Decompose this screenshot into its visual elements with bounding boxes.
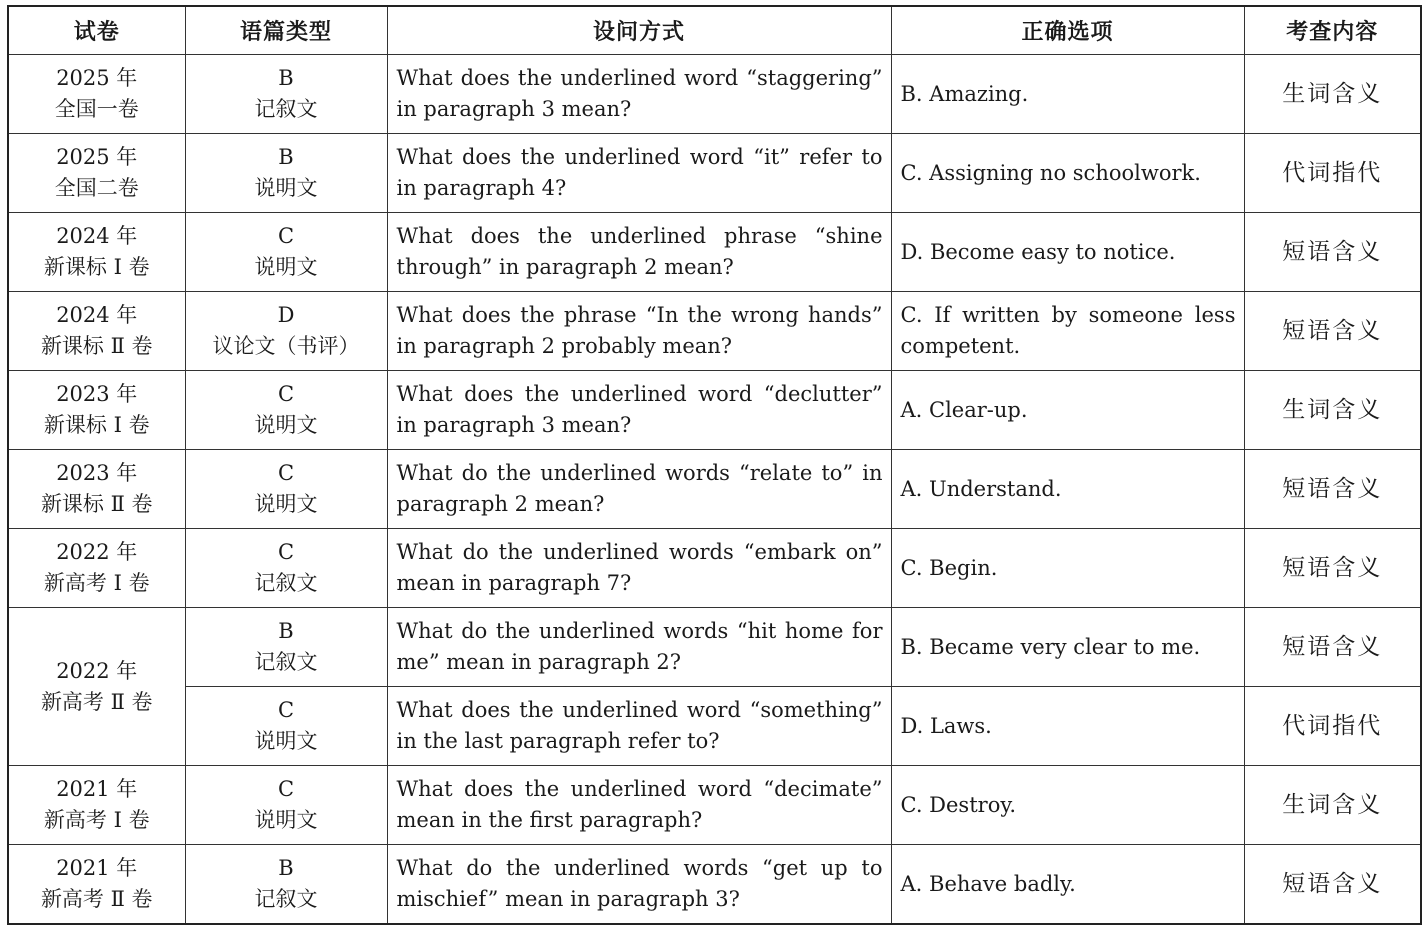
passage-letter: C — [277, 382, 295, 406]
table-row — [8, 845, 1421, 925]
table-row — [8, 55, 1421, 134]
passage-type: 议论文（书评） — [212, 334, 360, 358]
paper-year: 2023 年 — [56, 461, 138, 485]
passage-letter: C — [277, 224, 295, 248]
paper-name: 全国一卷 — [54, 97, 139, 121]
table-row — [8, 529, 1421, 608]
paper-cell — [8, 292, 185, 371]
passage-cell — [185, 529, 387, 608]
question-cell: What do the underlined words “hit home for me” mean in paragraph 2? — [387, 608, 891, 687]
paper-cell — [8, 213, 185, 292]
topic-cell: 代词指代 — [1244, 134, 1421, 213]
answer-cell: A. Behave badly. — [891, 845, 1244, 925]
paper-cell — [8, 766, 185, 845]
topic-cell: 生词含义 — [1244, 766, 1421, 845]
table-row — [8, 608, 1421, 687]
table-header-row — [8, 6, 1421, 55]
passage-cell — [185, 687, 387, 766]
question-cell: What does the phrase “In the wrong hands” in paragraph 2 probably mean? — [387, 292, 891, 371]
header-tested-content: 考查内容 — [1244, 6, 1421, 55]
passage-type: 说明文 — [254, 255, 318, 279]
header-correct-option: 正确选项 — [891, 6, 1244, 55]
answer-cell: C. Assigning no schoolwork. — [891, 134, 1244, 213]
answer-cell: B. Amazing. — [891, 55, 1244, 134]
topic-cell: 短语含义 — [1244, 608, 1421, 687]
answer-cell: B. Became very clear to me. — [891, 608, 1244, 687]
paper-name: 新高考 Ⅱ 卷 — [40, 887, 153, 911]
paper-cell — [8, 55, 185, 134]
topic-cell: 短语含义 — [1244, 292, 1421, 371]
question-cell: What does the underlined word “decimate” mean in the first paragraph? — [387, 766, 891, 845]
table-row — [8, 213, 1421, 292]
paper-name: 全国二卷 — [54, 176, 139, 200]
paper-cell — [8, 845, 185, 925]
paper-name: 新高考 I 卷 — [43, 571, 150, 595]
paper-name: 新课标 Ⅱ 卷 — [40, 334, 153, 358]
table-row — [8, 371, 1421, 450]
paper-year: 2024 年 — [56, 303, 138, 327]
table-row — [8, 292, 1421, 371]
answer-cell: D. Laws. — [891, 687, 1244, 766]
passage-cell — [185, 845, 387, 925]
table-row — [8, 450, 1421, 529]
passage-letter: C — [277, 698, 295, 722]
paper-name: 新课标 I 卷 — [43, 413, 150, 437]
paper-year: 2021 年 — [56, 856, 138, 880]
passage-letter: C — [277, 777, 295, 801]
passage-cell — [185, 450, 387, 529]
paper-name: 新高考 Ⅱ 卷 — [40, 689, 153, 714]
passage-letter: C — [277, 540, 295, 564]
passage-cell — [185, 371, 387, 450]
paper-cell — [8, 371, 185, 450]
passage-letter: B — [278, 145, 294, 169]
passage-type: 说明文 — [254, 176, 318, 200]
question-cell: What does the underlined word “declutter” in paragraph 3 mean? — [387, 371, 891, 450]
passage-cell — [185, 292, 387, 371]
answer-cell: C. If written by someone less competent. — [891, 292, 1244, 371]
passage-letter: C — [277, 461, 295, 485]
paper-year: 2021 年 — [56, 777, 138, 801]
paper-cell — [8, 450, 185, 529]
header-question-style: 设问方式 — [387, 6, 891, 55]
topic-cell: 短语含义 — [1244, 213, 1421, 292]
paper-cell — [8, 529, 185, 608]
table-row — [8, 687, 1421, 766]
paper-year: 2025 年 — [56, 66, 138, 90]
topic-cell: 短语含义 — [1244, 529, 1421, 608]
passage-type: 记叙文 — [254, 571, 318, 595]
topic-cell: 短语含义 — [1244, 450, 1421, 529]
passage-cell — [185, 55, 387, 134]
answer-cell: C. Begin. — [891, 529, 1244, 608]
passage-letter: B — [278, 619, 294, 643]
passage-type: 记叙文 — [254, 97, 318, 121]
answer-cell: A. Clear-up. — [891, 371, 1244, 450]
passage-type: 说明文 — [254, 492, 318, 516]
paper-year: 2022 年 — [56, 540, 138, 564]
question-cell: What does the underlined word “something” in the last paragraph refer to? — [387, 687, 891, 766]
paper-cell — [8, 608, 185, 766]
passage-cell — [185, 608, 387, 687]
paper-cell — [8, 134, 185, 213]
question-cell: What does the underlined phrase “shine through” in paragraph 2 mean? — [387, 213, 891, 292]
paper-year: 2024 年 — [56, 224, 138, 248]
question-cell: What does the underlined word “it” refer to in paragraph 4? — [387, 134, 891, 213]
exam-question-table — [7, 5, 1422, 925]
passage-cell — [185, 134, 387, 213]
answer-cell: C. Destroy. — [891, 766, 1244, 845]
passage-cell — [185, 766, 387, 845]
topic-cell: 生词含义 — [1244, 55, 1421, 134]
passage-type: 记叙文 — [254, 650, 318, 674]
header-paper: 试卷 — [8, 6, 185, 55]
question-cell: What do the underlined words “embark on” mean in paragraph 7? — [387, 529, 891, 608]
passage-type: 记叙文 — [254, 887, 318, 911]
exam-question-table-container — [7, 5, 1420, 922]
topic-cell: 代词指代 — [1244, 687, 1421, 766]
question-cell: What does the underlined word “staggering” in paragraph 3 mean? — [387, 55, 891, 134]
passage-cell — [185, 213, 387, 292]
paper-year: 2023 年 — [56, 382, 138, 406]
paper-name: 新课标 Ⅱ 卷 — [40, 492, 153, 516]
topic-cell: 生词含义 — [1244, 371, 1421, 450]
question-cell: What do the underlined words “get up to mischief” mean in paragraph 3? — [387, 845, 891, 925]
paper-name: 新高考 I 卷 — [43, 808, 150, 832]
topic-cell: 短语含义 — [1244, 845, 1421, 925]
table-row — [8, 766, 1421, 845]
passage-letter: D — [277, 303, 295, 327]
answer-cell: D. Become easy to notice. — [891, 213, 1244, 292]
header-passage-type: 语篇类型 — [185, 6, 387, 55]
answer-cell: A. Understand. — [891, 450, 1244, 529]
passage-type: 说明文 — [254, 808, 318, 832]
paper-year: 2022 年 — [56, 658, 138, 683]
table-row — [8, 134, 1421, 213]
passage-letter: B — [278, 856, 294, 880]
paper-year: 2025 年 — [56, 145, 138, 169]
question-cell: What do the underlined words “relate to” in paragraph 2 mean? — [387, 450, 891, 529]
passage-letter: B — [278, 66, 294, 90]
paper-name: 新课标 I 卷 — [43, 255, 150, 279]
passage-type: 说明文 — [254, 413, 318, 437]
passage-type: 说明文 — [254, 729, 318, 753]
